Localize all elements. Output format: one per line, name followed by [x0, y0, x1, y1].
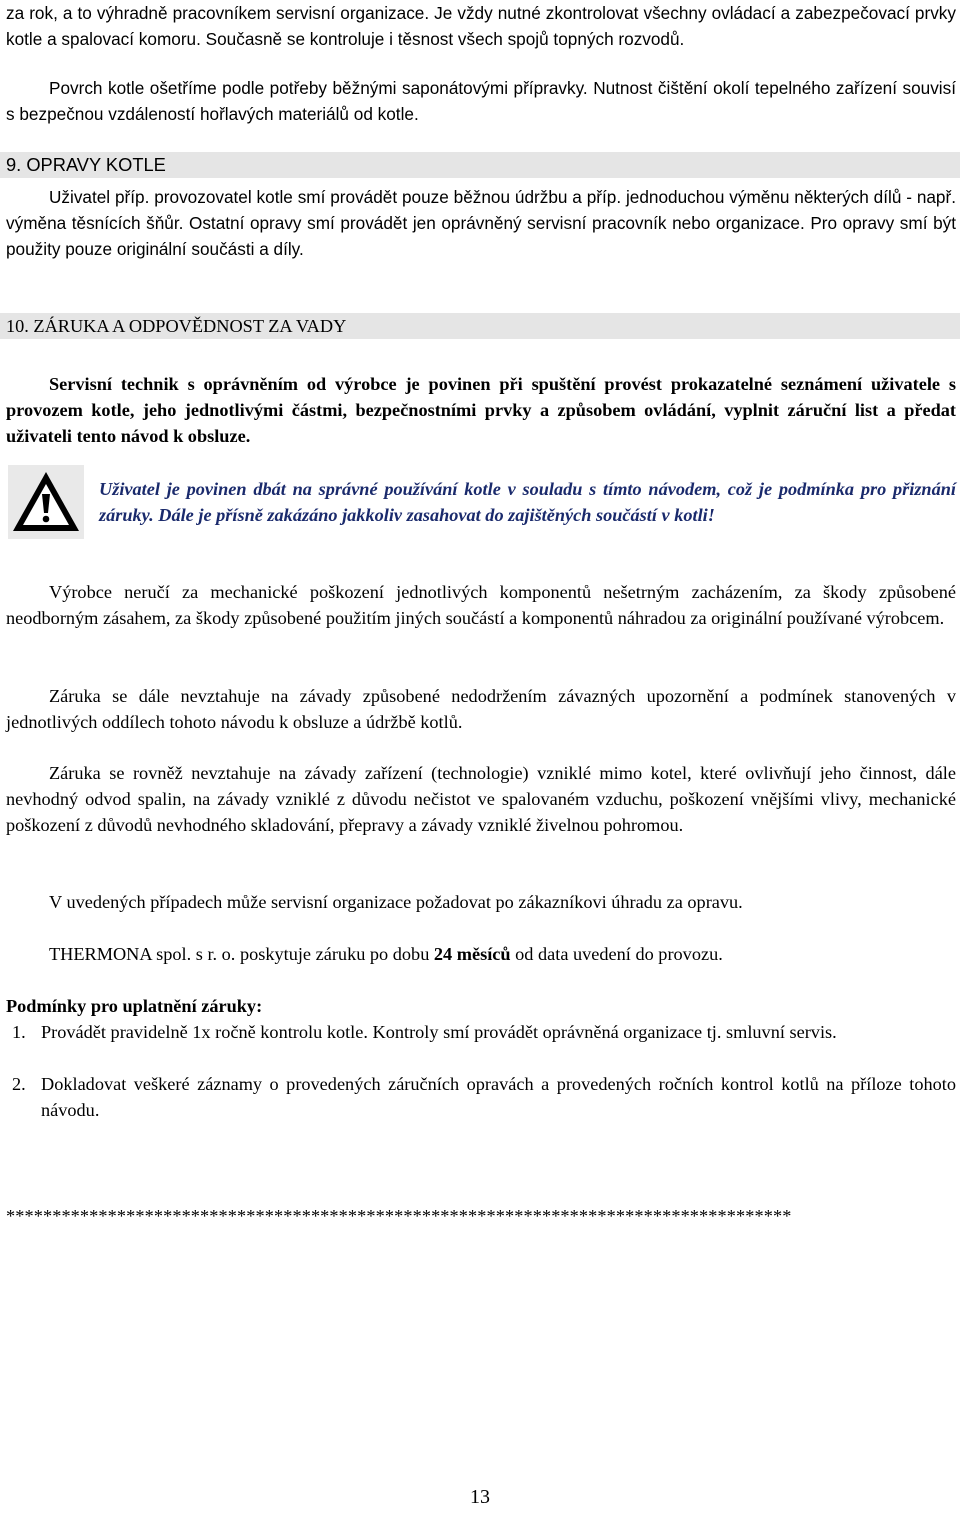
liability-paragraph-1: Výrobce neručí za mechanické poškození jednotlivých komponentů nešetrným zacházením, za škody způsobené neodborným zásahem, za škody způsobené použitím jiných součástí a komponentů náhradou za originální používané výrobcem.	[6, 582, 956, 628]
liability-paragraph-4: V uvedených případech může servisní organizace požadovat po zákazníkovi úhradu za opravu.	[49, 892, 743, 912]
list-item-text: Provádět pravidelně 1x ročně kontrolu kotle. Kontroly smí provádět oprávněná organizace tj. smluvní servis.	[41, 1022, 837, 1042]
section-10-heading-bar	[0, 313, 960, 339]
warning-text: Uživatel je povinen dbát na správné používání kotle v souladu s tímto návodem, což je podmínka pro přiznání záruky. Dále je přísně zakázáno jakkoliv zasahovat do zajištěných součástí v kotli!	[99, 479, 956, 525]
warranty-conditions-heading: Podmínky pro uplatnění záruky:	[6, 996, 263, 1016]
warranty-text-end: od data uvedení do provozu.	[510, 944, 723, 964]
liability-paragraph-2: Záruka se dále nevztahuje na závady způsobené nedodržením závazných upozornění a podmínek stanovených v jednotlivých oddílech tohoto návodu k obsluze a údržbě kotlů.	[6, 686, 956, 732]
section-9-heading-bar	[0, 152, 960, 178]
list-item-text: Dokladovat veškeré záznamy o provedených záručních opravách a provedených ročních kontrol kotlů na příloze tohoto návodu.	[41, 1074, 956, 1120]
section-9-text: Uživatel příp. provozovatel kotle smí provádět pouze běžnou údržbu a příp. jednoduchou výměnu některých dílů - např. výměna těsnících šňůr. Ostatní opravy smí provádět jen oprávněný servisní pracovník nebo organizace. Pro opravy smí být použity pouze originální součásti a díly.	[6, 187, 956, 259]
warranty-text-start: THERMONA spol. s r. o. poskytuje záruku po dobu	[49, 944, 434, 964]
section-9-heading: 9. OPRAVY KOTLE	[6, 154, 166, 175]
warning-triangle-icon	[8, 465, 84, 539]
asterisk-separator: *************************************************************************************	[6, 1206, 792, 1226]
list-item	[6, 1019, 956, 1045]
list-item-number: 1.	[12, 1022, 26, 1042]
warranty-duration: 24 měsíců	[433, 944, 511, 964]
liability-paragraph-3: Záruka se rovněž nevztahuje na závady zařízení (technologie) vzniklé mimo kotel, které ovlivňují jeho činnost, dále nevhodný odvod spalin, na závady vzniklé z důvodu nečistot ve spalovaném vzduchu, poškození vnějšími vlivy, mechanické poškození z důvodů nevhodného skladování, přepravy a závady vzniklé živelnou pohromou.	[6, 763, 956, 835]
intro-paragraph-1: za rok, a to výhradně pracovníkem servisní organizace. Je vždy nutné zkontrolovat všechny ovládací a zabezpečovací prvky kotle a spalovací komoru. Současně se kontroluje i těsnost všech spojů topných rozvodů.	[6, 3, 956, 49]
page-number: 13	[470, 1486, 490, 1508]
technician-duty-paragraph: Servisní technik s oprávněním od výrobce je povinen při spuštění provést prokazatelné seznámení uživatele s provozem kotle, jeho jednotlivými částmi, bezpečnostními prvky a způsobem ovládání, vyplnit záruční list a předat uživateli tento návod k obsluze.	[6, 374, 956, 446]
list-item	[6, 1071, 956, 1123]
list-item-number: 2.	[12, 1074, 26, 1094]
intro-paragraph-2: Povrch kotle ošetříme podle potřeby běžnými saponátovými přípravky. Nutnost čištění okolí tepelného zařízení souvisí s bezpečnou vzdáleností hořlavých materiálů od kotle.	[6, 78, 956, 124]
warranty-period-paragraph	[6, 941, 956, 967]
section-10-heading: 10. ZÁRUKA A ODPOVĚDNOST ZA VADY	[6, 316, 347, 336]
